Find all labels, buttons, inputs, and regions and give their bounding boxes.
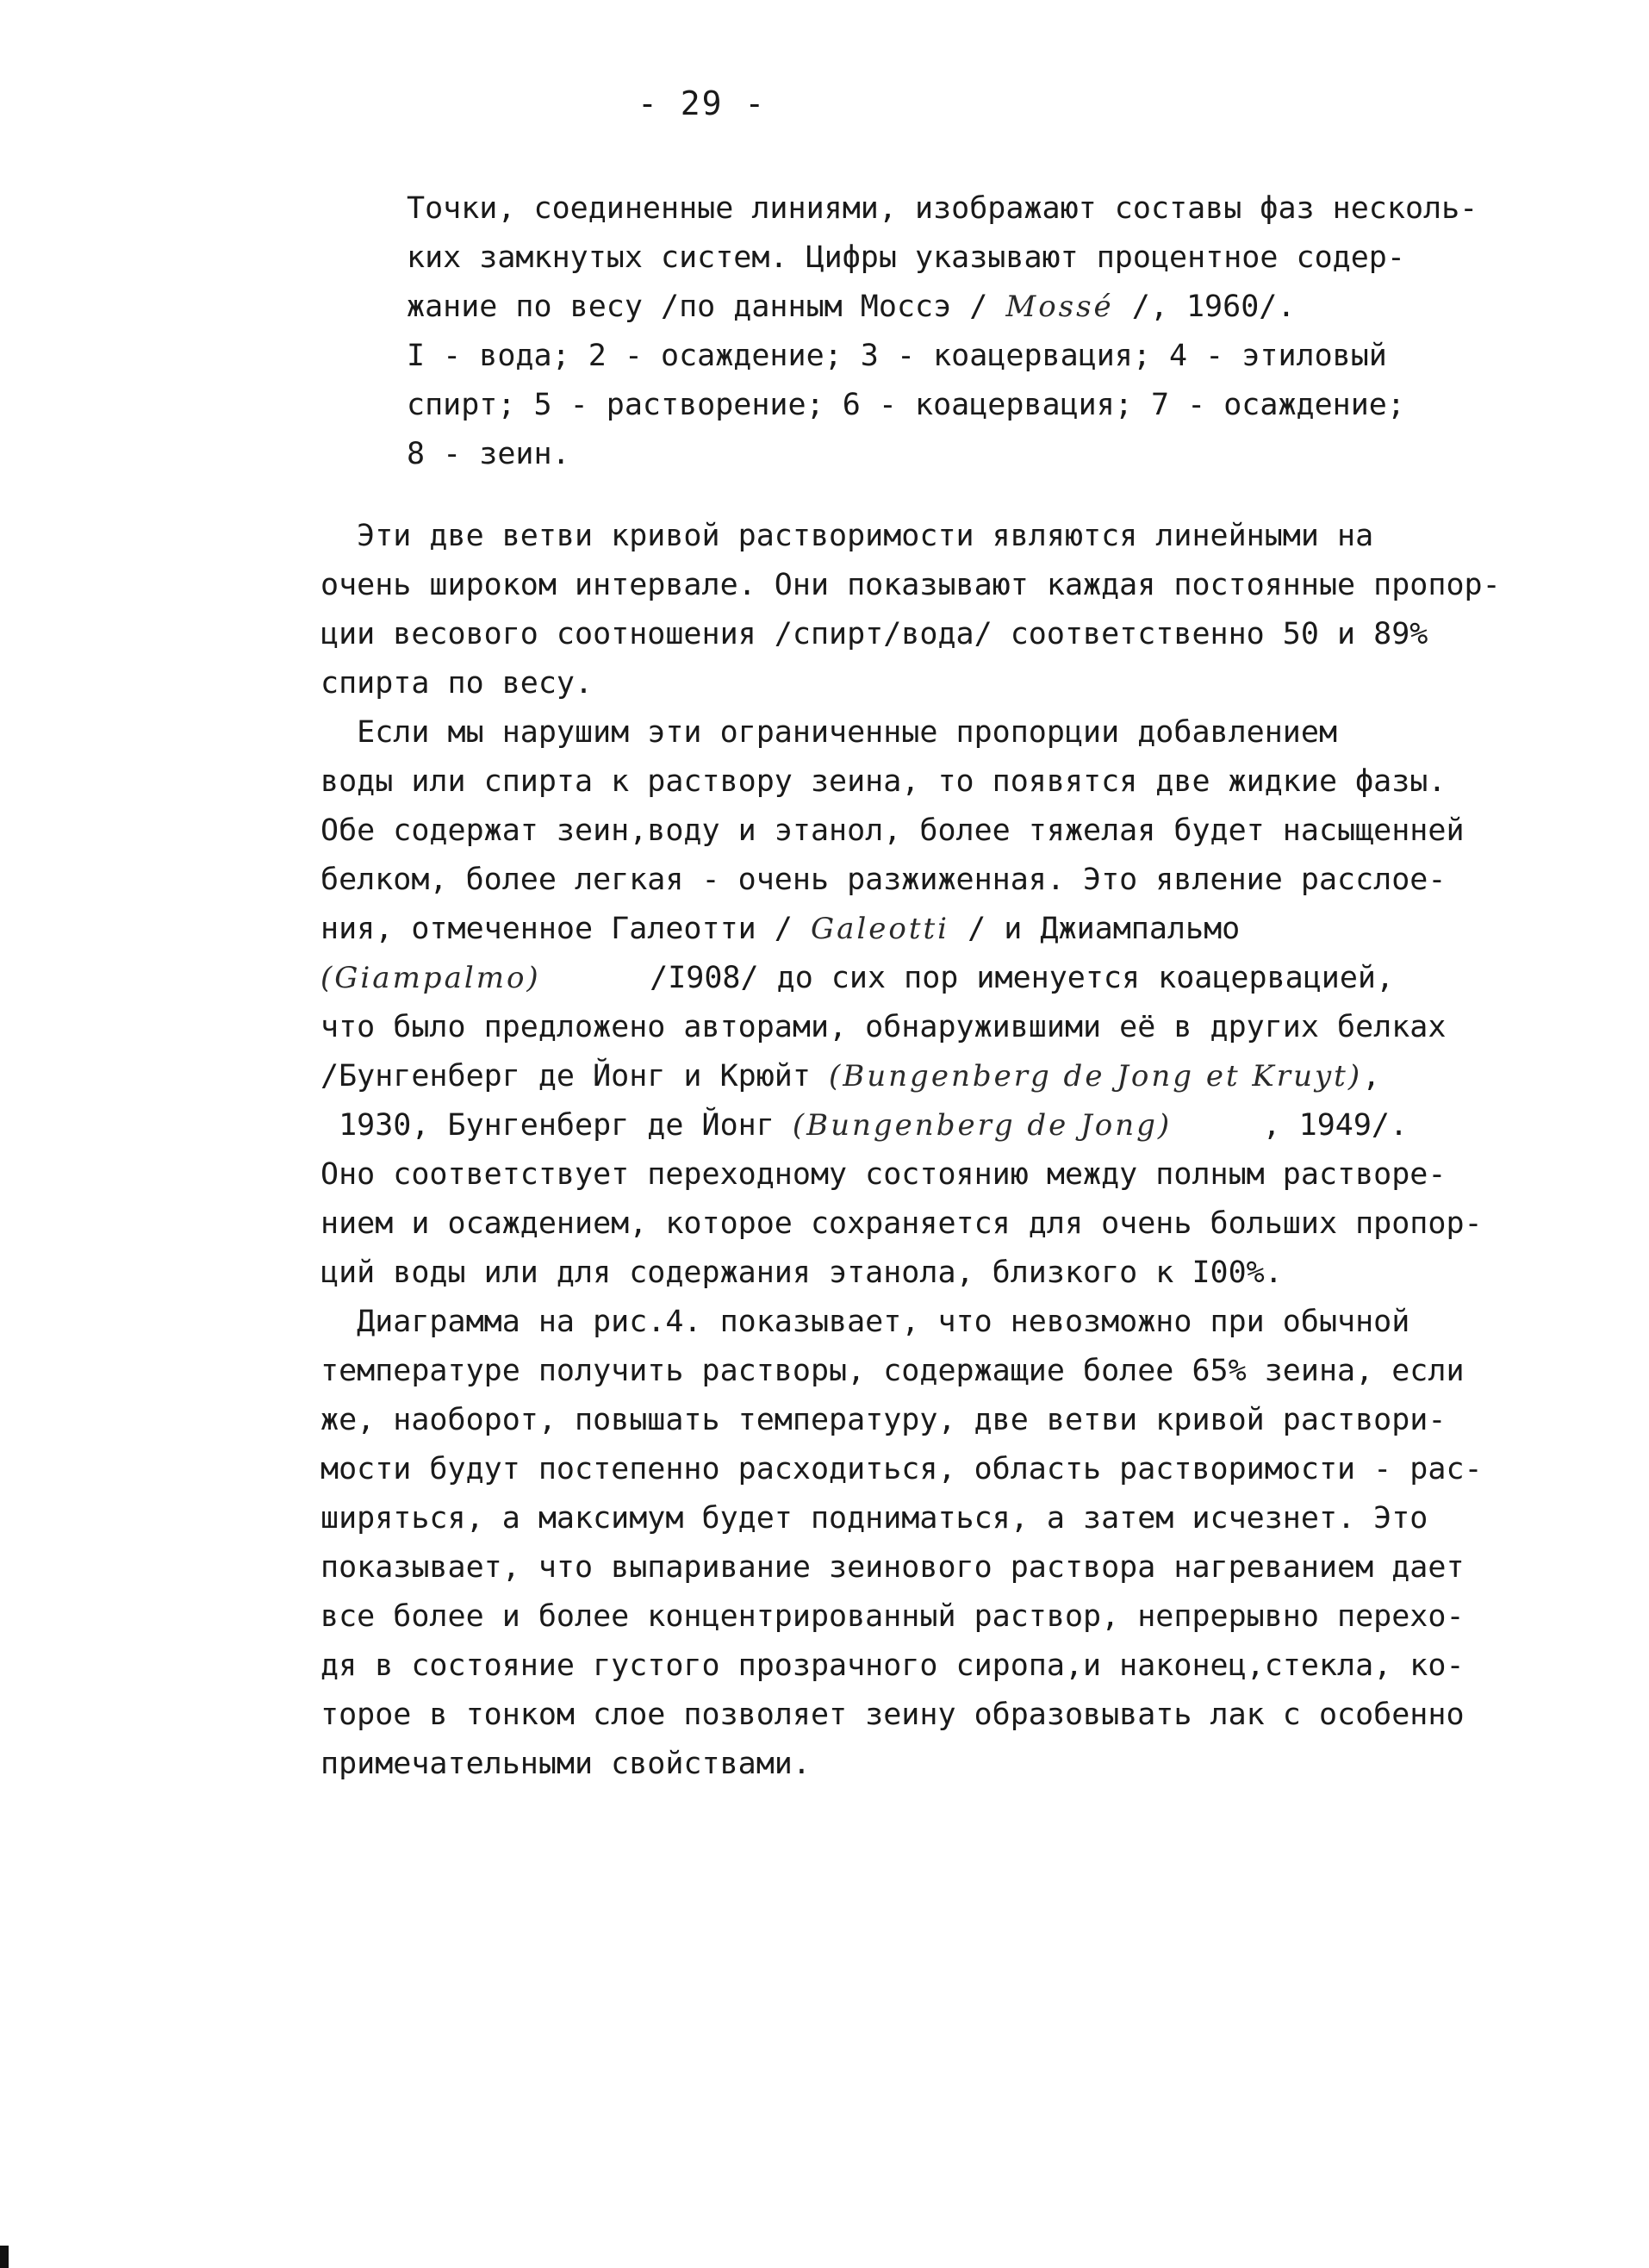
- handwritten-annotation: (Bungenberg de Jong): [792, 1108, 1173, 1143]
- caption-line: 8 - зеин.: [407, 437, 570, 471]
- typed-text: /Бунгенберг де Йонг и Крюйт: [320, 1059, 830, 1094]
- body-line: примечательными свойствами.: [320, 1747, 811, 1781]
- handwritten-annotation: Mossé: [1005, 290, 1114, 324]
- body-line: Диаграмма на рис.4. показывает, что невозможно при обычной: [320, 1305, 1410, 1339]
- body-line: ширяться, а максимум будет подниматься, а затем исчезнет. Это: [320, 1501, 1428, 1536]
- page-number: - 29 -: [638, 84, 767, 122]
- caption-line: Точки, соединенные линиями, изображают составы фаз несколь-: [407, 191, 1478, 226]
- caption-line: [407, 283, 1613, 332]
- body-line: белком, более легкая - очень разжиженная. Это явление расслое-: [320, 863, 1447, 897]
- body-line: что было предложено авторами, обнаружившими её в других белках: [320, 1010, 1447, 1044]
- body-line: Обе содержат зеин,воду и этанол, более тяжелая будет насыщенней: [320, 813, 1465, 848]
- body-line: нием и осаждением, которое сохраняется для очень больших пропор-: [320, 1206, 1483, 1241]
- figure-caption: [407, 184, 1613, 479]
- typed-text: 1930, Бунгенберг де Йонг: [320, 1108, 793, 1143]
- body-line: мости будут постепенно расходиться, область растворимости - рас-: [320, 1452, 1483, 1486]
- body-line: Оно соответствует переходному состоянию между полным растворе-: [320, 1157, 1447, 1192]
- handwritten-annotation: Galeotti: [810, 912, 950, 946]
- body-line: ции весового соотношения /спирт/вода/ соответственно 50 и 89%: [320, 617, 1428, 651]
- body-line: дя в состояние густого прозрачного сиропа,и наконец,стекла, ко-: [320, 1648, 1465, 1683]
- typed-text: , 1949/.: [1172, 1108, 1409, 1143]
- body-line: же, наоборот, повышать температуру, две ветви кривой раствори-: [320, 1403, 1447, 1437]
- caption-line: I - вода; 2 - осаждение; 3 - коацервация; 4 - этиловый: [407, 339, 1387, 373]
- body-text: [320, 512, 1613, 1789]
- handwritten-annotation: (Bungenberg de Jong et Kruyt): [829, 1059, 1363, 1094]
- body-line: [320, 1101, 1613, 1150]
- typed-text: ния, отмеченное Галеотти /: [320, 912, 811, 946]
- typed-text: /I908/ до сих пор именуется коацервацией,: [540, 961, 1395, 995]
- body-line: Эти две ветви кривой растворимости являются линейными на: [320, 519, 1374, 553]
- body-line: показывает, что выпаривание зеинового раствора нагреванием дает: [320, 1550, 1465, 1585]
- typed-text: /, 1960/.: [1113, 290, 1296, 324]
- caption-line: спирт; 5 - растворение; 6 - коацервация; 7 - осаждение;: [407, 388, 1405, 422]
- body-line: температуре получить растворы, содержащие более 65% зеина, если: [320, 1354, 1465, 1388]
- body-line: [320, 1052, 1613, 1101]
- body-line: все более и более концентрированный раствор, непрерывно перехо-: [320, 1599, 1465, 1634]
- body-line: [320, 905, 1613, 954]
- body-line: торое в тонком слое позволяет зеину образовывать лак с особенно: [320, 1698, 1465, 1732]
- body-line: Если мы нарушим эти ограниченные пропорции добавлением: [320, 715, 1338, 750]
- typed-text: / и Джиампальмо: [949, 912, 1241, 946]
- body-line: очень широком интервале. Они показывают каждая постоянные пропор-: [320, 568, 1501, 602]
- scan-edge-mark: [0, 2246, 9, 2268]
- body-line: воды или спирта к раствору зеина, то появятся две жидкие фазы.: [320, 764, 1447, 799]
- typed-text: ,: [1362, 1059, 1381, 1094]
- handwritten-annotation: (Giampalmo): [320, 961, 541, 995]
- body-line: [320, 954, 1613, 1003]
- caption-line: ких замкнутых систем. Цифры указывают процентное содер-: [407, 240, 1405, 275]
- body-line: спирта по весу.: [320, 666, 594, 701]
- typed-text: жание по весу /по данным Моссэ /: [407, 290, 1006, 324]
- body-line: ций воды или для содержания этанола, близкого к I00%.: [320, 1256, 1283, 1290]
